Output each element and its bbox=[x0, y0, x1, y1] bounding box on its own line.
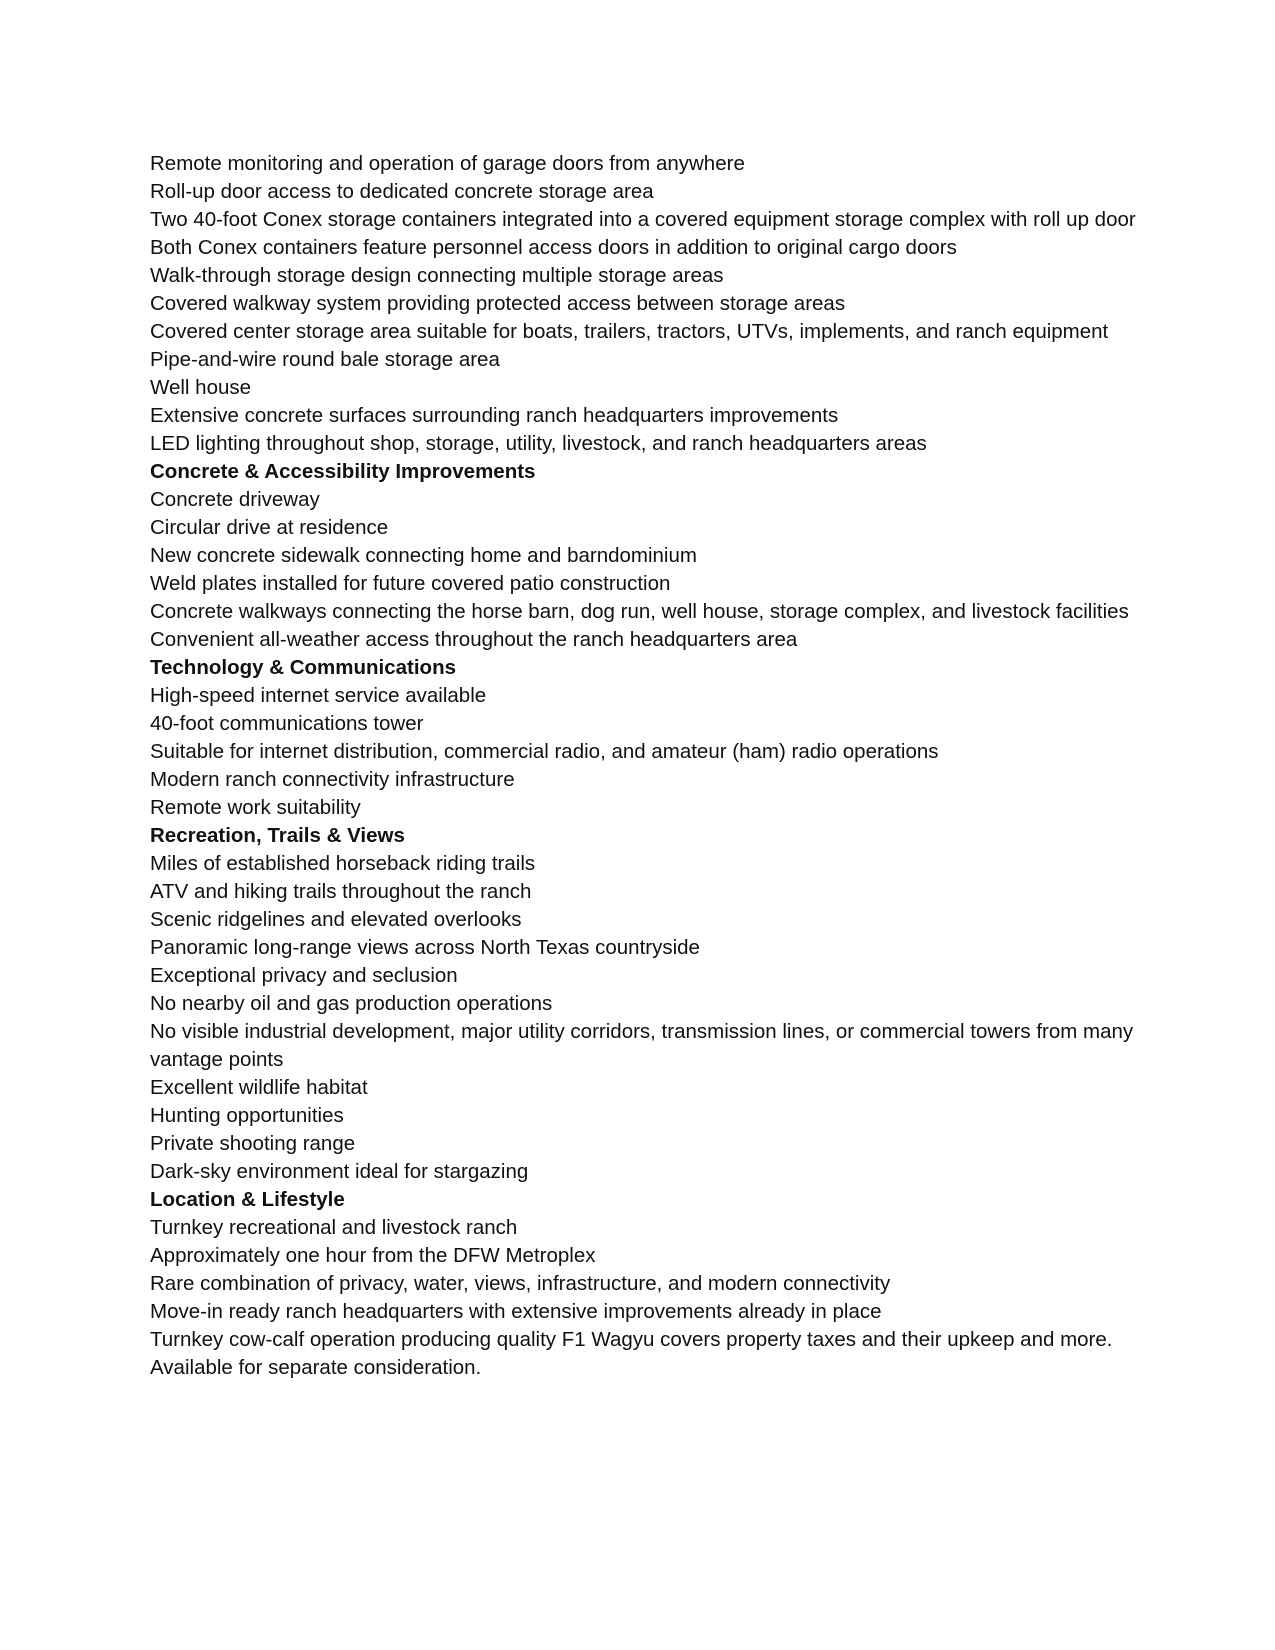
feature-line: Both Conex containers feature personnel access doors in addition to original cargo doors bbox=[150, 236, 957, 259]
section-heading: Recreation, Trails & Views bbox=[150, 824, 405, 847]
feature-line: Suitable for internet distribution, commercial radio, and amateur (ham) radio operations bbox=[150, 740, 939, 763]
feature-line: Remote monitoring and operation of garage doors from anywhere bbox=[150, 152, 745, 175]
feature-line: LED lighting throughout shop, storage, utility, livestock, and ranch headquarters areas bbox=[150, 432, 927, 455]
feature-line: Approximately one hour from the DFW Metroplex bbox=[150, 1244, 596, 1267]
feature-line: No visible industrial development, major utility corridors, transmission lines, or commercial towers from many vantage points bbox=[150, 1020, 1134, 1071]
section-heading: Concrete & Accessibility Improvements bbox=[150, 460, 536, 483]
feature-line: Hunting opportunities bbox=[150, 1104, 344, 1127]
feature-line: Turnkey recreational and livestock ranch bbox=[150, 1216, 518, 1239]
feature-line: Covered walkway system providing protected access between storage areas bbox=[150, 292, 846, 315]
feature-line: Well house bbox=[150, 376, 252, 399]
feature-line: Turnkey cow-calf operation producing quality F1 Wagyu covers property taxes and their upkeep and more. Available for separate consideration. bbox=[150, 1328, 1113, 1379]
document-body bbox=[150, 150, 1140, 1382]
feature-line: ATV and hiking trails throughout the ranch bbox=[150, 880, 532, 903]
feature-line: Panoramic long-range views across North Texas countryside bbox=[150, 936, 700, 959]
section-heading: Technology & Communications bbox=[150, 656, 456, 679]
feature-line: Circular drive at residence bbox=[150, 516, 389, 539]
feature-line: High-speed internet service available bbox=[150, 684, 487, 707]
feature-line: 40-foot communications tower bbox=[150, 712, 424, 735]
feature-line: Move-in ready ranch headquarters with extensive improvements already in place bbox=[150, 1300, 882, 1323]
feature-line: Private shooting range bbox=[150, 1132, 356, 1155]
feature-line: Concrete walkways connecting the horse barn, dog run, well house, storage complex, and livestock facilities bbox=[150, 600, 1129, 623]
section-heading: Location & Lifestyle bbox=[150, 1188, 345, 1211]
feature-line: Extensive concrete surfaces surrounding ranch headquarters improvements bbox=[150, 404, 839, 427]
feature-line: Concrete driveway bbox=[150, 488, 320, 511]
feature-line: Pipe-and-wire round bale storage area bbox=[150, 348, 500, 371]
feature-line: Weld plates installed for future covered patio construction bbox=[150, 572, 671, 595]
feature-line: Two 40-foot Conex storage containers integrated into a covered equipment storage complex with roll up door bbox=[150, 208, 1136, 231]
feature-line: Miles of established horseback riding trails bbox=[150, 852, 536, 875]
feature-line: Scenic ridgelines and elevated overlooks bbox=[150, 908, 522, 931]
feature-line: Modern ranch connectivity infrastructure bbox=[150, 768, 515, 791]
feature-line: Roll-up door access to dedicated concrete storage area bbox=[150, 180, 654, 203]
feature-line: Walk-through storage design connecting multiple storage areas bbox=[150, 264, 724, 287]
feature-line: No nearby oil and gas production operations bbox=[150, 992, 553, 1015]
feature-line: Remote work suitability bbox=[150, 796, 361, 819]
feature-line: Dark-sky environment ideal for stargazing bbox=[150, 1160, 529, 1183]
feature-line: Covered center storage area suitable for boats, trailers, tractors, UTVs, implements, and ranch equipment bbox=[150, 320, 1109, 343]
feature-line: Exceptional privacy and seclusion bbox=[150, 964, 458, 987]
feature-line: Excellent wildlife habitat bbox=[150, 1076, 368, 1099]
feature-line: Convenient all-weather access throughout the ranch headquarters area bbox=[150, 628, 798, 651]
feature-line: Rare combination of privacy, water, views, infrastructure, and modern connectivity bbox=[150, 1272, 891, 1295]
feature-line: New concrete sidewalk connecting home and barndominium bbox=[150, 544, 697, 567]
